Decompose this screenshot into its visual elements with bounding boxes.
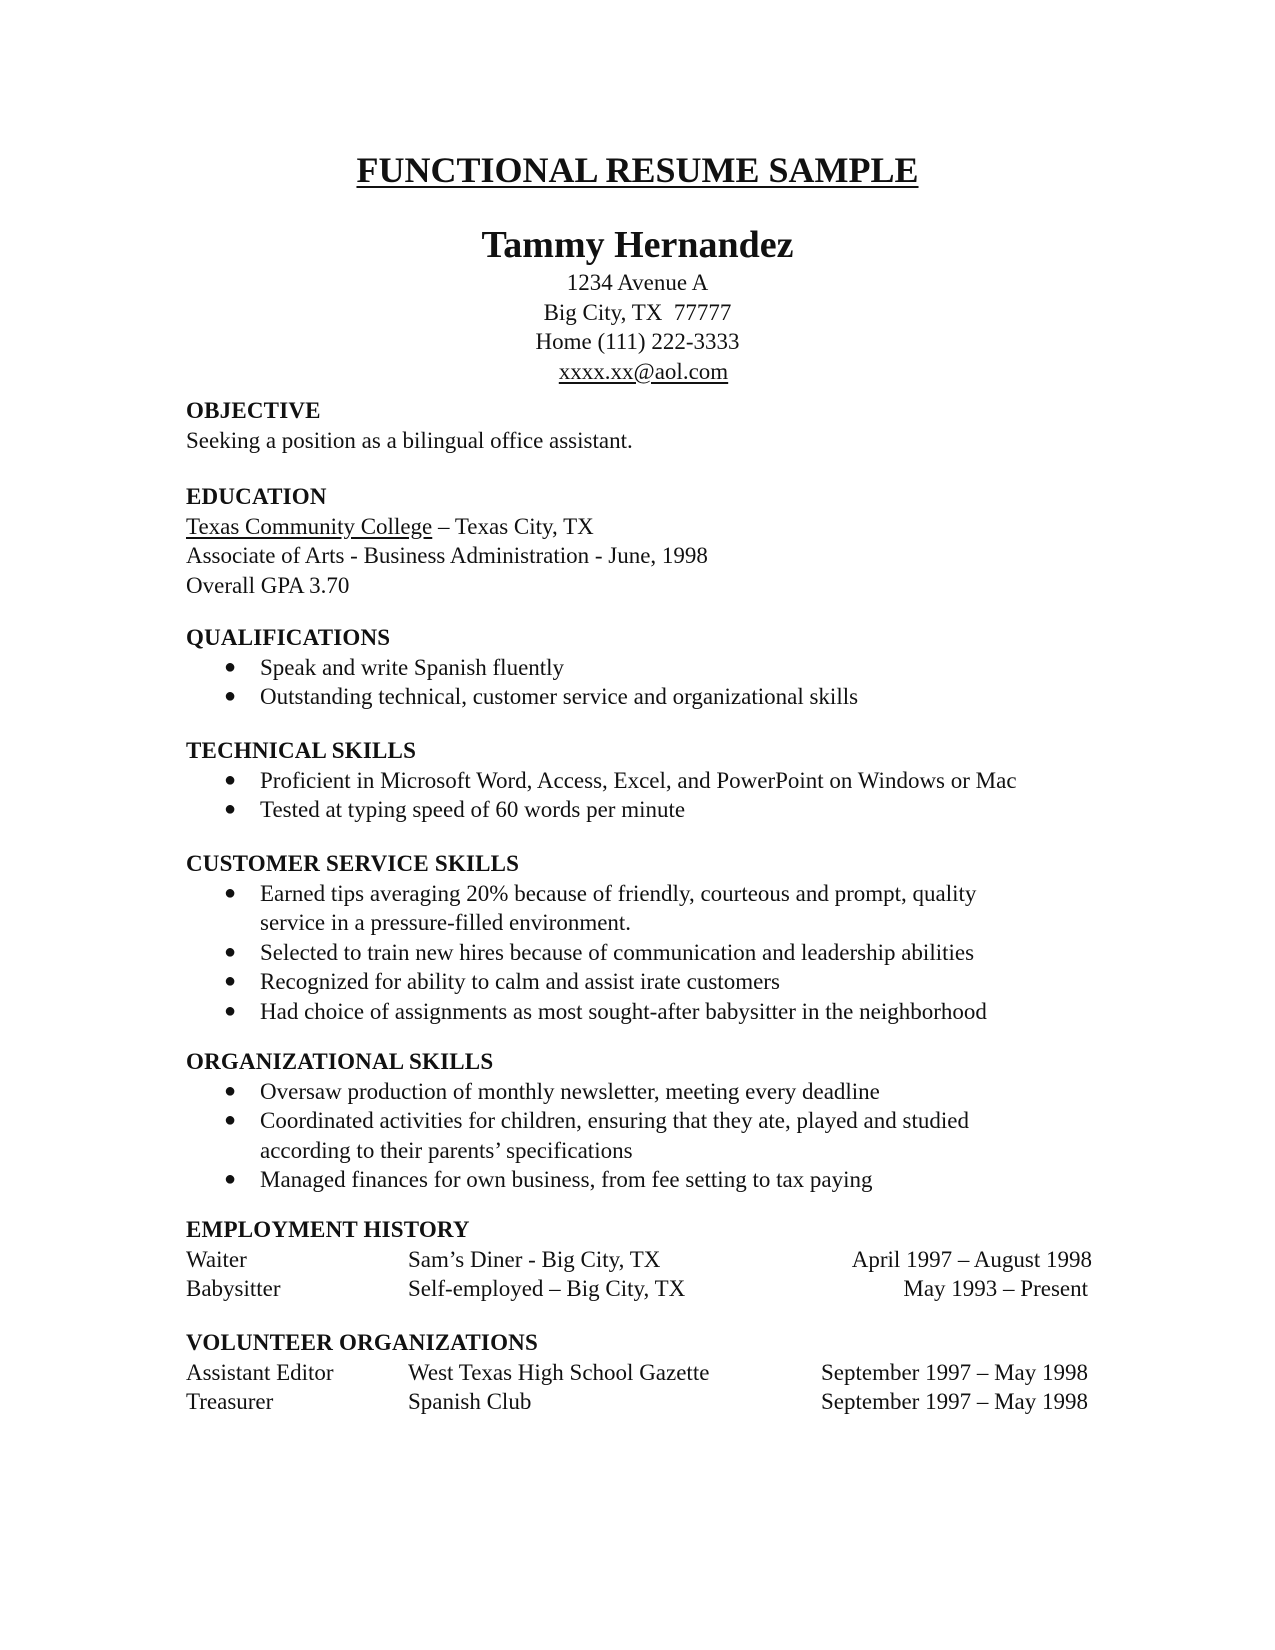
- list-item: [186, 795, 1106, 825]
- education-degree: Associate of Arts - Business Administration - June, 1998: [186, 543, 708, 568]
- bullet-icon: ●: [224, 881, 237, 904]
- school-name: Texas Community College: [186, 513, 433, 539]
- volunteer-dates: September 1997 – May 1998: [820, 1359, 1088, 1385]
- bullet-icon: ●: [224, 685, 237, 707]
- list-item: [186, 997, 1106, 1027]
- bullet-icon: ●: [224, 1079, 237, 1102]
- bullet-icon: ●: [224, 1109, 237, 1131]
- list-item-text: Oversaw production of monthly newsletter, meeting every deadline: [260, 1078, 880, 1104]
- objective-text: Seeking a position as a bilingual office assistant.: [186, 427, 633, 453]
- list-item: [186, 682, 1106, 712]
- customer-service-skills-section: [186, 849, 1106, 1026]
- bullet-icon: ●: [224, 655, 237, 678]
- bullet-icon: ●: [224, 1168, 237, 1190]
- email-row: [0, 357, 1275, 387]
- contact-block: [0, 268, 1275, 386]
- list-item-text: Recognized for ability to calm and assist irate customers: [260, 969, 780, 994]
- volunteer-row: [186, 1387, 1106, 1417]
- employment-row: [186, 1274, 1106, 1304]
- job-title: Babysitter: [186, 1276, 281, 1301]
- education-heading: EDUCATION: [186, 484, 327, 509]
- list-item: [186, 967, 1106, 997]
- customer-service-skills-list: [186, 879, 1106, 1027]
- list-item: [186, 1077, 1106, 1107]
- list-item-text: Managed finances for own business, from fee setting to tax paying: [260, 1167, 873, 1192]
- volunteer-organizations-heading: VOLUNTEER ORGANIZATIONS: [186, 1330, 538, 1355]
- organizational-skills-heading: ORGANIZATIONAL SKILLS: [186, 1049, 494, 1074]
- volunteer-role: Assistant Editor: [186, 1359, 334, 1385]
- phone-number: Home (111) 222-3333: [535, 329, 740, 354]
- education-school-line: [186, 512, 1106, 542]
- objective-heading: OBJECTIVE: [186, 398, 321, 423]
- organizational-skills-list: [186, 1077, 1106, 1195]
- list-item: [186, 653, 1106, 683]
- bullet-icon: ●: [224, 798, 237, 820]
- list-item: [186, 1165, 1106, 1195]
- technical-skills-section: [186, 736, 1106, 825]
- employment-dates: April 1997 – August 1998: [851, 1246, 1092, 1272]
- volunteer-organization: Spanish Club: [408, 1389, 532, 1414]
- education-section: [186, 482, 1106, 600]
- list-item-text: Speak and write Spanish fluently: [260, 654, 565, 680]
- education-gpa: Overall GPA 3.70: [186, 572, 350, 598]
- list-item-text: Had choice of assignments as most sought-after babysitter in the neighborhood: [260, 998, 987, 1024]
- list-item-text: Tested at typing speed of 60 words per minute: [260, 797, 686, 822]
- applicant-name: Tammy Hernandez: [481, 224, 794, 266]
- volunteer-organizations-section: [186, 1328, 1106, 1417]
- list-item-text: Proficient in Microsoft Word, Access, Excel, and PowerPoint on Windows or Mac: [260, 767, 1017, 793]
- employment-history-section: [186, 1215, 1106, 1304]
- list-item-text: Earned tips averaging 20% because of friendly, courteous and prompt, quality service in a pressure-filled environment.: [260, 880, 977, 935]
- volunteer-row: [186, 1358, 1106, 1388]
- qualifications-list: [186, 653, 1106, 712]
- address-line-1: 1234 Avenue A: [566, 270, 709, 295]
- technical-skills-list: [186, 766, 1106, 825]
- document-title-text: FUNCTIONAL RESUME SAMPLE: [356, 150, 919, 190]
- employment-dates: May 1993 – Present: [903, 1276, 1088, 1301]
- list-item-text: Selected to train new hires because of communication and leadership abilities: [260, 939, 975, 965]
- volunteer-dates: September 1997 – May 1998: [820, 1389, 1088, 1414]
- technical-skills-heading: TECHNICAL SKILLS: [186, 738, 417, 763]
- volunteer-organization: West Texas High School Gazette: [408, 1359, 710, 1385]
- list-item: [186, 1106, 1106, 1165]
- list-item: [186, 766, 1106, 796]
- list-item: [186, 938, 1106, 968]
- list-item-text: Outstanding technical, customer service and organizational skills: [260, 684, 859, 709]
- employer: Self-employed – Big City, TX: [408, 1276, 686, 1301]
- document-title: [0, 148, 1275, 192]
- job-title: Waiter: [186, 1246, 247, 1272]
- objective-section: [186, 396, 1106, 455]
- list-item: [186, 879, 1106, 938]
- bullet-icon: ●: [224, 999, 237, 1022]
- bullet-icon: ●: [224, 768, 237, 791]
- qualifications-heading: QUALIFICATIONS: [186, 625, 391, 650]
- employment-history-heading: EMPLOYMENT HISTORY: [186, 1217, 470, 1242]
- email-link[interactable]: xxxx.xx@aol.com: [558, 358, 729, 384]
- list-item-text: Coordinated activities for children, ensuring that they ate, played and studied according to their parents’ specifications: [260, 1108, 969, 1163]
- school-location: – Texas City, TX: [432, 513, 594, 539]
- customer-service-skills-heading: CUSTOMER SERVICE SKILLS: [186, 851, 520, 876]
- organizational-skills-section: [186, 1047, 1106, 1195]
- address-line-2: Big City, TX 77777: [543, 299, 732, 325]
- volunteer-role: Treasurer: [186, 1389, 274, 1414]
- employer: Sam’s Diner - Big City, TX: [408, 1246, 661, 1272]
- bullet-icon: ●: [224, 940, 237, 963]
- employment-row: [186, 1245, 1106, 1275]
- qualifications-section: [186, 623, 1106, 712]
- bullet-icon: ●: [224, 970, 237, 992]
